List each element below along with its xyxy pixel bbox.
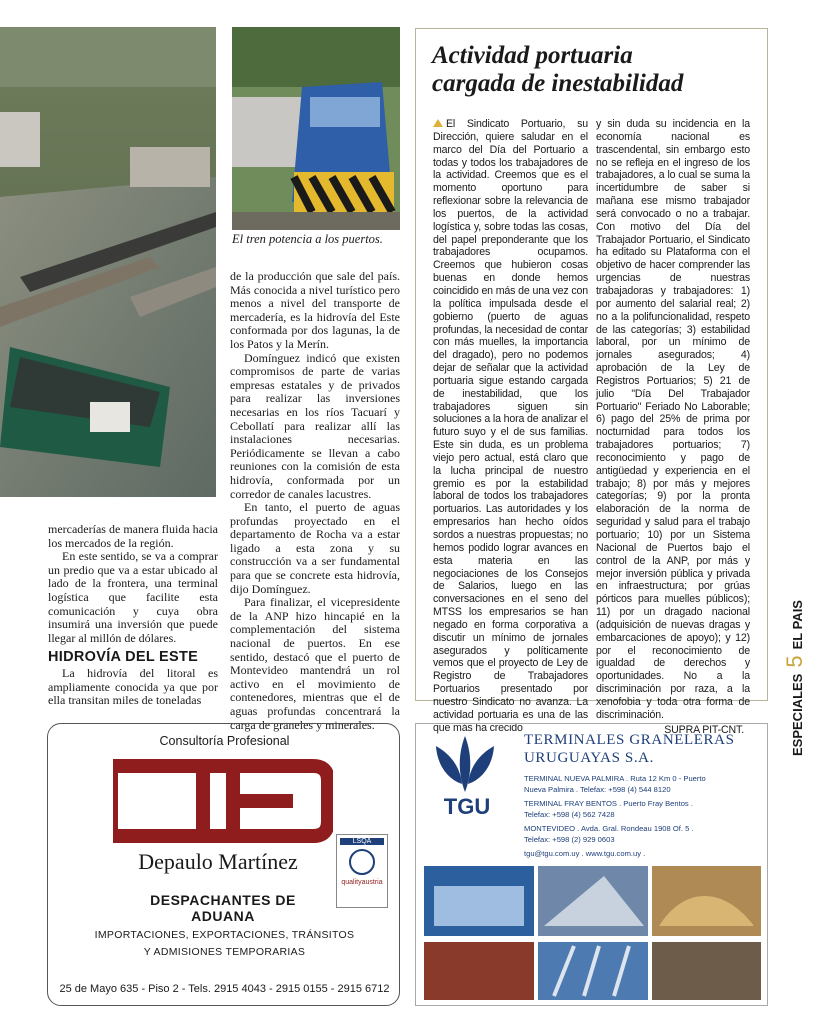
tgu-leaf-logo-icon — [432, 734, 498, 794]
ad-top-line: Consultoría Profesional — [159, 734, 290, 748]
contact-line: Telefax: +598 (2) 929 0603 — [524, 834, 615, 844]
cert-badge: qualityaustria — [341, 879, 383, 886]
contact-line: Nueva Palmira . Telefax: +598 (4) 544 8120 — [524, 784, 671, 794]
signature: SUPRA PIT-CNT. — [664, 723, 744, 736]
terminal-photo-collage — [424, 866, 761, 1000]
section-heading: HIDROVÍA DEL ESTE — [48, 649, 199, 666]
cert-badge: LSQA — [340, 838, 384, 845]
boxed-text: El Sindicato Portuario, su Dirección, quiere saludar en el marco del Día del Portuario a todas y todos los trabajadores de la actividad. Creemos que es el momento oportuno para reflexionar sobre la relevancia de los puertos, de la actividad logística y, sobre todas las cosas, del papel preponderante que los trabajadores ocupamos. Creemos que hubieron cosas buenas en donde hemos coincidido en más de una vez con la política impulsada desde el gobierno (puerto de aguas profundas, la necesidad de contar con más muelles, la importancia del dragado), pero no podemos dejar de señalar que la actividad portuaria sigue estando cargada de inestabilidad, que los trabajadores siguen sin soluciones a la hora de analizar el futuro suyo y el de sus familias. Este sin duda, es un problema viejo pero actual, está claro que la lucha principal de nuestro gremio es por la estabilidad laboral de todos los trabajadores portuarios. Las autoridades y los empresarios han hecho oídos sordos a nuestras propuestas; no hemos podido lograr avances en esta materia en las negociaciones de los Consejos de Salarios, luego en las conversaciones en el seno del MTSS los empresarios se han negado en forma corporativa a discutir un mínimo de jornales asegurados y políticamente vemos que el proyecto de Ley de Registro de Trabajadores Portuarios presentado por nuestro Sindicato no avanza. La actividad portuaria es una de las que más ha crecido — [433, 118, 588, 734]
tgu-name: URUGUAYAS S.A. — [524, 750, 654, 766]
contact-line: TERMINAL NUEVA PALMIRA . Ruta 12 Km 0 - Puerto — [524, 774, 706, 783]
article-paragraph: Para finalizar, el vicepresidente de la ANP hizo hincapié en la complementación del sistema nacional de puertos. En ese sentido, destacó que el puerto de Montevideo mantendrá un rol activo en el movimiento de contenedores, mientras que el de aguas profundas concentrará la carga de graneles y minerales. — [230, 595, 400, 732]
ad-line: Y ADMISIONES TEMPORARIAS — [143, 946, 306, 958]
article-column-middle — [230, 270, 400, 732]
train-photo — [232, 27, 400, 230]
newspaper-name: EL PAIS — [790, 600, 805, 650]
article-paragraph: La hidrovía del litoral es ampliamente conocida ya que por ella transitan miles de toneladas — [48, 665, 218, 708]
boxed-text: y sin duda su incidencia en la economía nacional es trascendental, sin embargo esto no se refleja en el ingreso de los trabajadores, a lo cual se suma la incertidumbre de saber si mañana ese mismo trabajador será convocado o no a trabajar. Con motivo del Día del Trabajador Portuario, el Sindicato ha editado su Plataforma con el objetivo de hacer comprender las urgencias de nuestras trabajadoras y trabajadores: 1) por aumento del salarial real; 2) no a la polifuncionalidad, respeto de las categorías; 3) estabilidad laboral, por un mínimo de jornales asegurados; 4) aprobación de la Ley de Registros Portuarios; 5) 21 de julio "Día Del Trabajador Portuario" Feriado No Laborable; 6) pago del 25% de prima por nocturnidad para todos los trabajadores portuarios; 7) reconocimiento y pago de antigüedad y experiencia en el trabajo; 8) por más y mejores categorías; 9) por la pronta elaboración de la norma de seguridad y salud para el trabajo portuario; 10) por un Sistema Nacional de Puertos bajo el control de la ANP, por más y mejor inversión pública y privada en infraestructura; por grúas pórticos para muelles públicos); 11) por un dragado nacional (adquisición de nuevas dragas y embarcaciones de apoyo); y 12) por el reconocimiento de igualdad de derechos y oportunidades. No a la discriminación por raza, a la xenofobia y toda otra forma de discriminación. — [596, 118, 750, 721]
triangle-bullet-icon — [433, 119, 443, 127]
contact-line: tgu@tgu.com.uy . www.tgu.com.uy . — [524, 849, 646, 858]
ad-line: IMPORTACIONES, EXPORTACIONES, TRÁNSITOS — [94, 929, 355, 941]
article-paragraph: mercaderías de manera fluida hacia los mercados de la región. — [48, 522, 218, 550]
certification-badges — [336, 834, 388, 908]
ad-company-name: Depaulo Martínez — [138, 849, 298, 874]
contact-line: MONTEVIDEO . Avda. Gral. Rondeau 1908 Of. 5 . — [524, 824, 694, 833]
boxed-article-title — [432, 42, 762, 98]
ad-address: 25 de Mayo 635 - Piso 2 - Tels. 2915 4043 - 2915 0155 - 2915 6712 — [59, 983, 390, 995]
article-paragraph: de la producción que sale del país. Más conocida a nivel turístico pero menos a nivel del transporte de mercadería, es la hidrovía del Este conformada por dos lagunas, la de los Patos y la Merín. — [230, 269, 400, 351]
harbor-aerial-photo — [0, 27, 216, 497]
tgu-logo-text: TGU — [443, 794, 491, 819]
article-paragraph: En tanto, el puerto de aguas profundas proyectado en el departamento de Rocha va a estar ligado a esta zona y su construcción va a ser fundamental para que se concrete esta hidrovía, dijo Domínguez. — [230, 500, 400, 596]
page-number: 5 — [782, 655, 807, 668]
ad-service: DESPACHANTES DE ADUANA — [150, 892, 296, 924]
depaulo-martinez-ad — [47, 723, 400, 1006]
title-line: cargada de inestabilidad — [432, 70, 684, 97]
contact-line: Telefax: +598 (4) 562 7428 — [524, 809, 615, 819]
article-paragraph: En este sentido, se va a comprar un predio que va a estar ubicado al lado de la frontera, una terminal logística que facilite esta comunicación y cuya obra insumirá una inversión que puede llegar al millón de dólares. — [48, 549, 218, 645]
title-line: Actividad portuaria — [432, 42, 633, 69]
boxed-column-1 — [433, 118, 588, 735]
contact-line: TERMINAL FRAY BENTOS . Puerto Fray Bentos . — [524, 799, 693, 808]
article-column-left — [48, 523, 218, 708]
photo-caption: El tren potencia a los puertos. — [232, 232, 383, 246]
cert-seal-icon — [349, 849, 375, 875]
section-sidebar — [778, 596, 818, 756]
boxed-column-2 — [596, 118, 750, 737]
tgu-contacts — [524, 774, 706, 860]
depaulo-logo-icon — [113, 756, 333, 846]
section-label: ESPECIALES — [790, 673, 805, 756]
article-paragraph: Domínguez indicó que existen compromisos de parte de varias empresas estatales y de privados para realizar las inversiones necesarias en los ríos Tacuarí y Cebollatí para realizar allí las instalaciones necesarias. Periódicamente se llevan a cabo reuniones con la comisión de esta hidrovía, conformada por un corredor de canales lacustres. — [230, 350, 400, 501]
tgu-name: TERMINALES GRANELERAS — [524, 732, 735, 748]
tgu-ad — [415, 723, 768, 1006]
